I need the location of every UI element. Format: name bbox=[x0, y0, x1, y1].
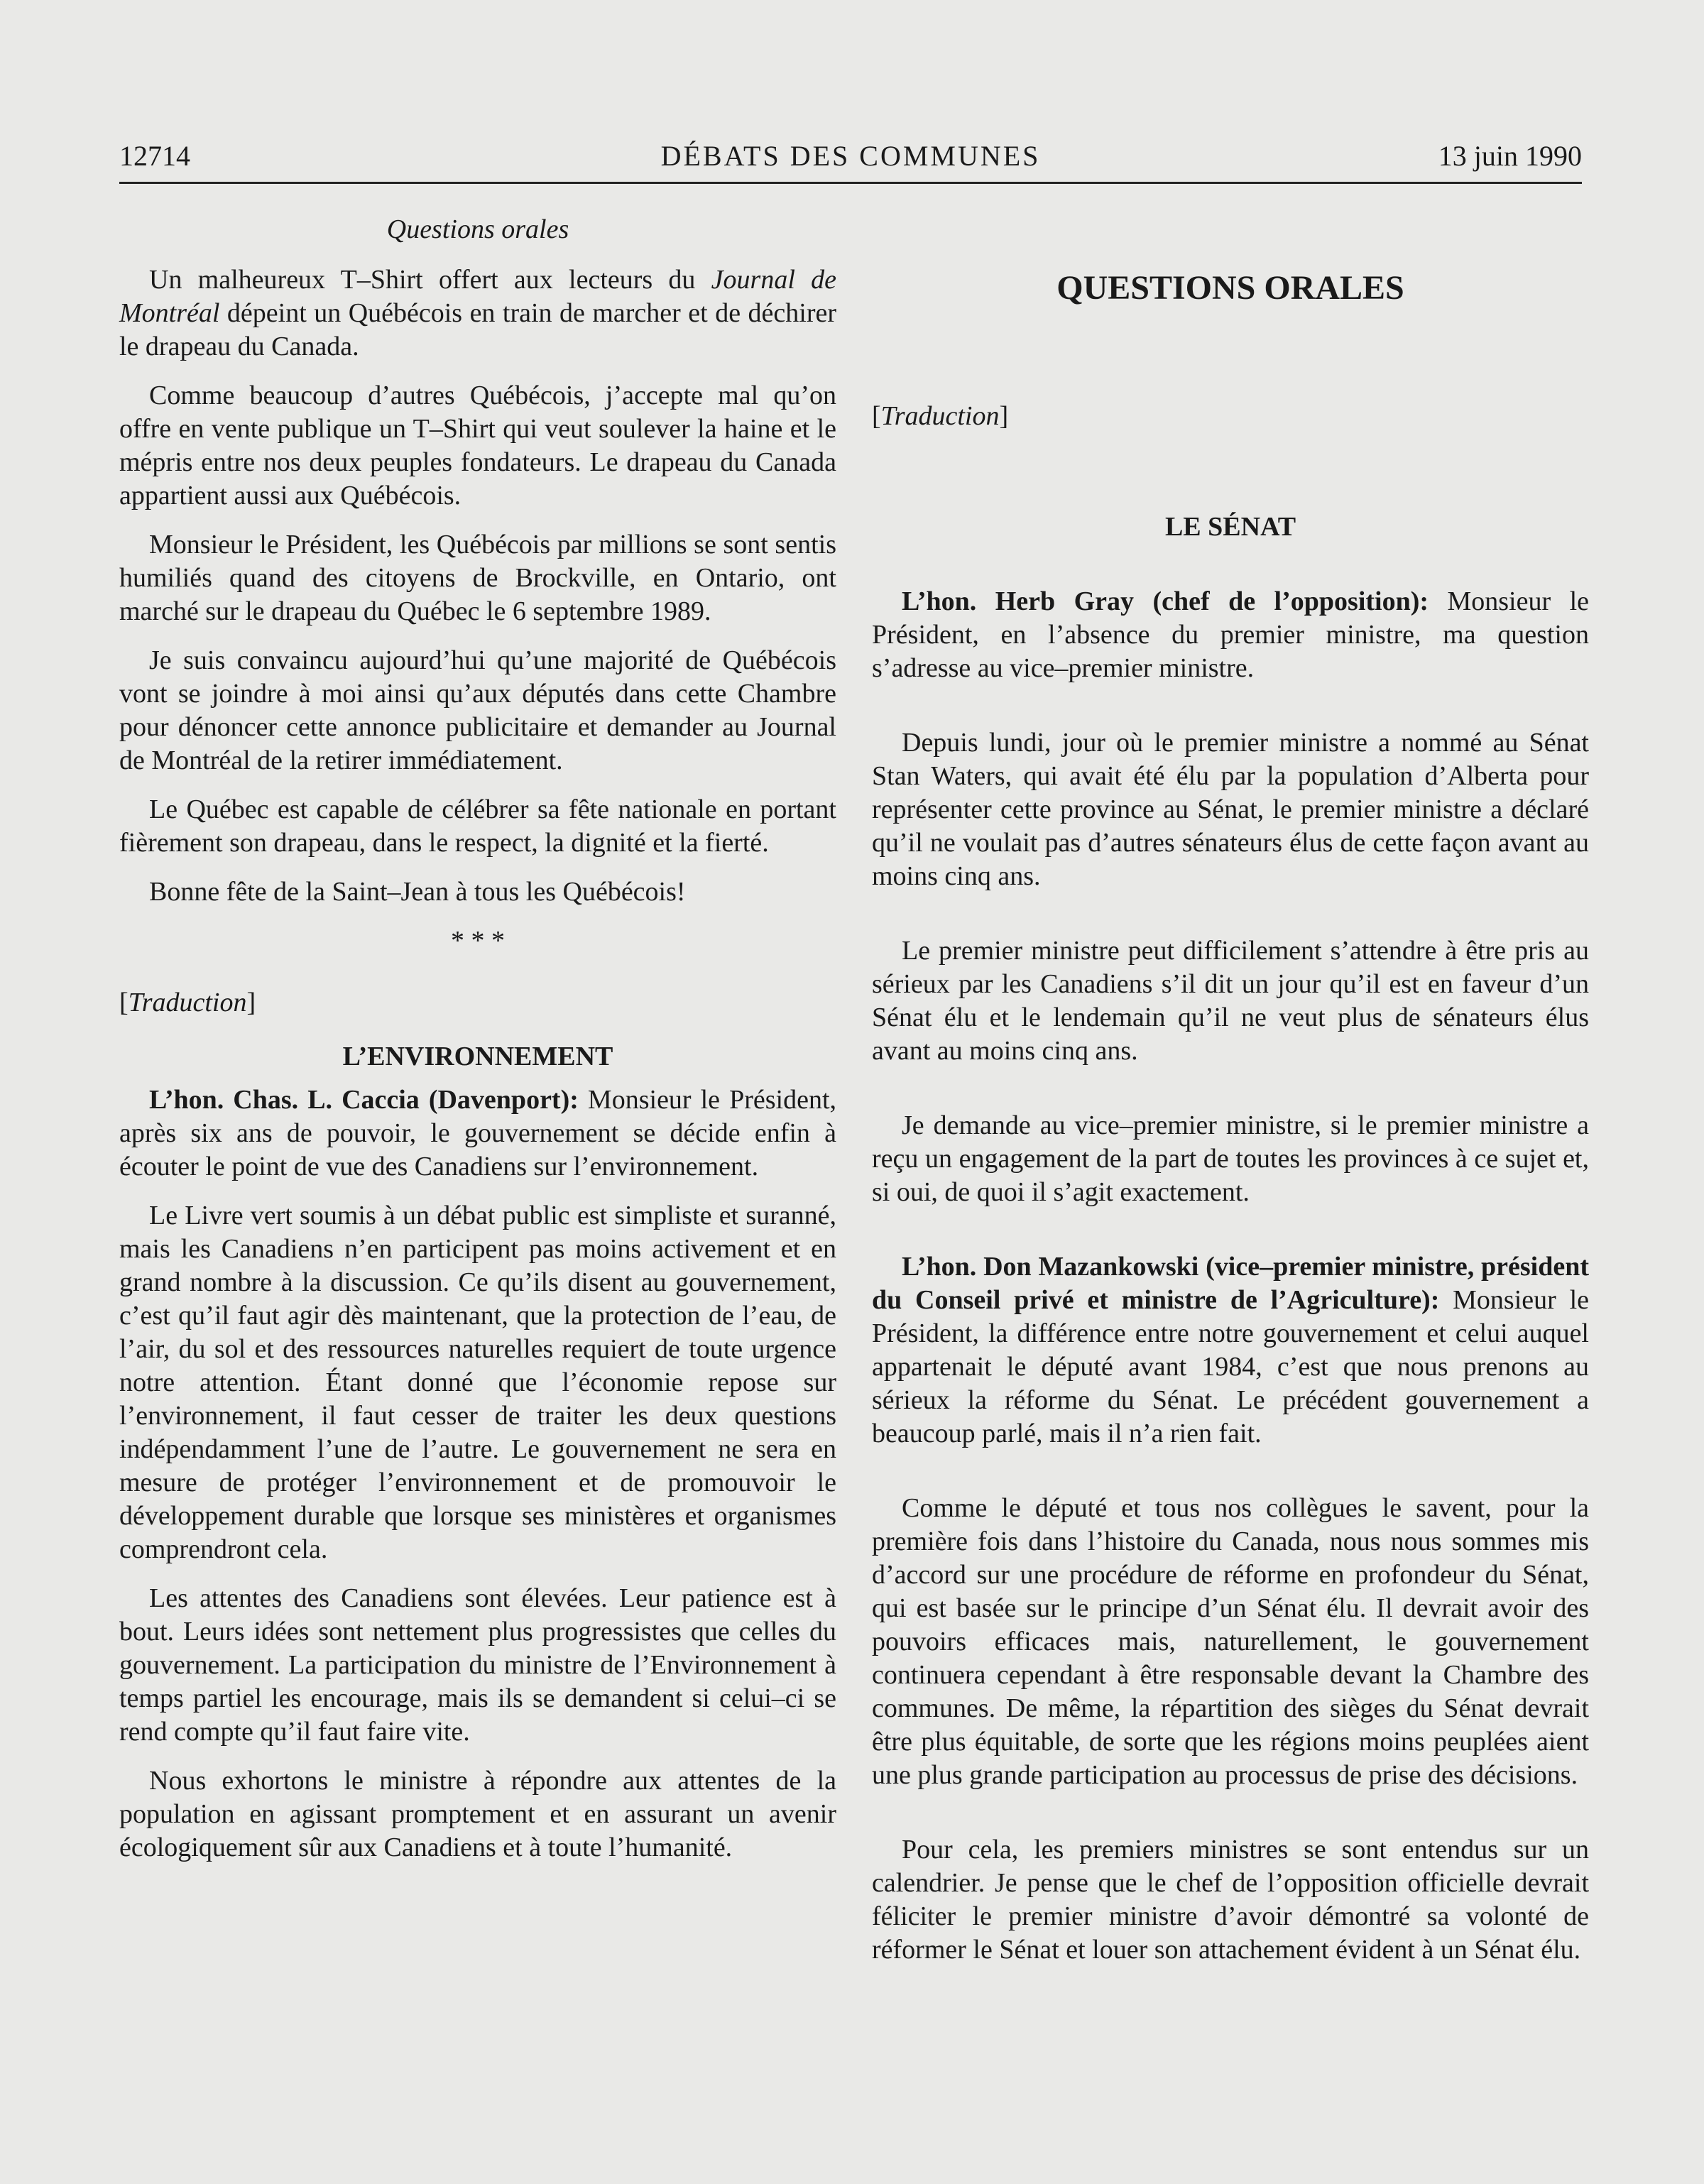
paragraph: Le Québec est capable de célébrer sa fête nationale en portant fièrement son drapeau, dans le respect, la dignité et la fierté. bbox=[119, 795, 836, 858]
section-heading: LE SÉNAT bbox=[1164, 512, 1296, 542]
paragraph: Le premier ministre peut difficilement s’attendre à être pris au sérieux par les Canadiens s’il dit un jour qu’il est en faveur d’un Sénat élu et le lendemain qu’il ne veut plus de sénateurs élus avant au moins cinq ans. bbox=[872, 936, 1589, 1066]
paragraph: Monsieur le Président, les Québécois par millions se sont sentis humiliés quand des citoyens de Brockville, en Ontario, ont marché sur le drapeau du Québec le 6 septembre 1989. bbox=[119, 530, 836, 626]
translation-note: [Traduction] bbox=[872, 401, 1009, 431]
paragraph: Je suis convaincu aujourd’hui qu’une majorité de Québécois vont se joindre à moi ainsi qu’aux députés dans cette Chambre pour dénoncer cette annonce publicitaire et demander au Journal de Montréal de la retirer immédiatement. bbox=[119, 645, 836, 775]
page-header bbox=[119, 139, 1582, 184]
paragraph: Pour cela, les premiers ministres se sont entendus sur un calendrier. Je pense que le chef de l’opposition officielle devrait féliciter le premier ministre d’avoir démontré sa volonté de réformer le Sénat et louer son attachement évident à un Sénat élu. bbox=[872, 1835, 1589, 1965]
paragraph: L’hon. Chas. L. Caccia (Davenport): Monsieur le Président, après six ans de pouvoir, le gouvernement se décide enfin à écouter le point de vue des Canadiens sur l’environnement. bbox=[119, 1085, 836, 1181]
speaker-name: L’hon. Chas. L. Caccia (Davenport): bbox=[149, 1085, 579, 1115]
paragraph: Un malheureux T–Shirt offert aux lecteurs du Journal de Montréal dépeint un Québécois en train de marcher et de déchirer le drapeau du Canada. bbox=[119, 265, 836, 361]
paragraph: Comme le député et tous nos collègues le savent, pour la première fois dans l’histoire du Canada, nous nous sommes mis d’accord sur une procédure de réforme en profondeur du Sénat, qui est basée sur le principe d’un Sénat élu. Il devrait avoir des pouvoirs efficaces mais, naturellement, le gouvernement continuera cependant à être responsable devant la Chambre des communes. De même, la répartition des sièges du Sénat devrait être plus équitable, de sorte que les régions moins peuplées aient une plus grande participation au processus de prise des décisions. bbox=[872, 1493, 1589, 1790]
publication-title: DÉBATS DES COMMUNES bbox=[660, 140, 1041, 172]
speaker-name: L’hon. Don Mazankowski (vice–premier ministre, président du Conseil privé et ministre de l’Agriculture): bbox=[872, 1252, 1589, 1315]
paragraph: Depuis lundi, jour où le premier ministre a nommé au Sénat Stan Waters, qui avait été élu par la population d’Alberta pour représenter cette province au Sénat, le premier ministre a déclaré qu’il ne voulait pas d’autres sénateurs élus de cette façon avant au moins cinq ans. bbox=[872, 728, 1589, 891]
main-heading: QUESTIONS ORALES bbox=[1056, 269, 1404, 307]
publication-date: 13 juin 1990 bbox=[1438, 140, 1582, 172]
running-head: Questions orales bbox=[386, 214, 569, 244]
page-number: 12714 bbox=[119, 140, 190, 172]
paragraph: Nous exhortons le ministre à répondre aux attentes de la population en agissant promptement et en assurant un avenir écologiquement sûr aux Canadiens et à toute l’humanité. bbox=[119, 1766, 836, 1862]
paragraph: Le Livre vert soumis à un débat public est simpliste et suranné, mais les Canadiens n’en participent pas moins activement et en grand nombre à la discussion. Ce qu’ils disent au gouvernement, c’est qu’il faut agir dès maintenant, que la protection de l’eau, de l’air, du sol et des ressources naturelles requiert de toute urgence notre attention. Étant donné que l’économie repose sur l’environnement, il faut cesser de traiter les deux questions indépendamment l’une de l’autre. Le gouvernement ne sera en mesure de protéger l’environnement et de promouvoir le développement durable que lorsque ses ministères et organismes comprendront cela. bbox=[119, 1201, 836, 1564]
paragraph: Je demande au vice–premier ministre, si le premier ministre a reçu un engagement de la part de toutes les provinces à ce sujet et, si oui, de quoi il s’agit exactement. bbox=[872, 1110, 1589, 1207]
paragraph: L’hon. Don Mazankowski (vice–premier ministre, président du Conseil privé et ministre de l’Agriculture): Monsieur le Président, la différence entre notre gouvernement et celui auquel appartenait le député avant 1984, c’est que nous prenons au sérieux la réforme du Sénat. Le précédent gouvernement a beaucoup parlé, mais il n’a rien fait. bbox=[872, 1252, 1589, 1448]
speaker-name: L’hon. Herb Gray (chef de l’opposition): bbox=[902, 586, 1429, 616]
paragraph: L’hon. Herb Gray (chef de l’opposition): Monsieur le Président, en l’absence du premier ministre, ma question s’adresse au vice–premier ministre. bbox=[872, 586, 1590, 683]
paragraph: Les attentes des Canadiens sont élevées. Leur patience est à bout. Leurs idées sont nettement plus progressistes que celles du gouvernement. La participation du ministre de l’Environnement à temps partiel les encourage, mais ils se demandent si celui–ci se rend compte qu’il faut faire vite. bbox=[119, 1583, 836, 1747]
section-separator: * * * bbox=[451, 926, 505, 956]
left-column bbox=[119, 213, 836, 1880]
right-column bbox=[872, 213, 1589, 1982]
paragraph: Bonne fête de la Saint–Jean à tous les Québécois! bbox=[149, 877, 686, 907]
section-heading: L’ENVIRONNEMENT bbox=[342, 1042, 613, 1071]
translation-note: [Traduction] bbox=[119, 988, 256, 1017]
paragraph: Comme beaucoup d’autres Québécois, j’accepte mal qu’on offre en vente publique un T–Shirt qui veut soulever la haine et le mépris entre nos deux peuples fondateurs. Le drapeau du Canada appartient aussi aux Québécois. bbox=[119, 381, 836, 510]
